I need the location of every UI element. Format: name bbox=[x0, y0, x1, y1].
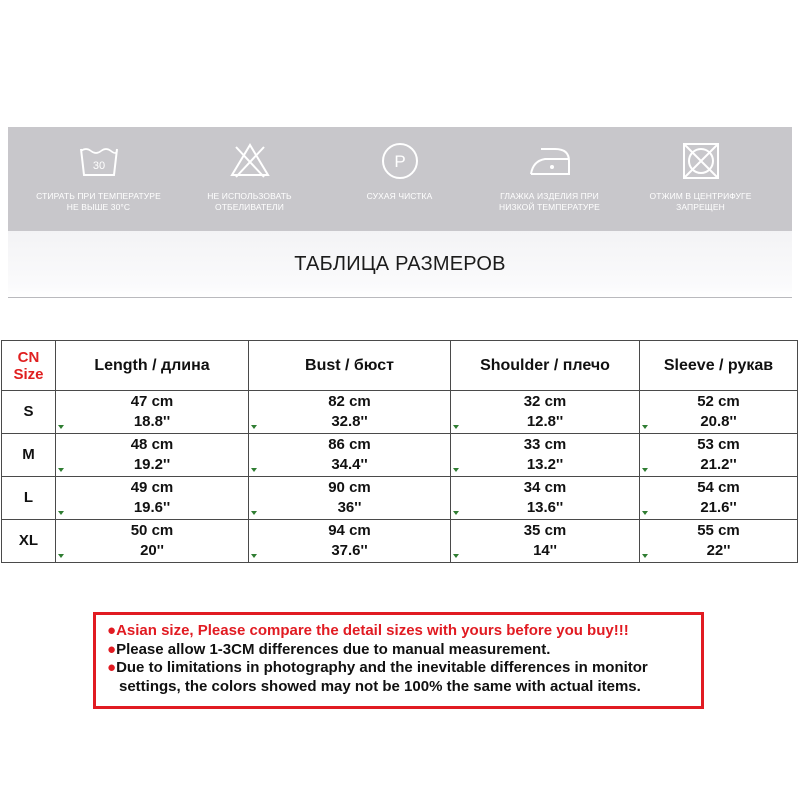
value-cm: 34 cm bbox=[523, 479, 567, 496]
iron-low-icon bbox=[525, 141, 575, 181]
sleeve-cell bbox=[640, 520, 798, 563]
cell-corner-mark bbox=[251, 425, 257, 429]
note-text: Asian size, Please compare the detail sizes with yours before you buy!!! bbox=[116, 622, 629, 639]
size-label: XL bbox=[2, 520, 56, 563]
care-caption-line1: ГЛАЖКА ИЗДЕЛИЯ ПРИ bbox=[500, 191, 599, 201]
size-chart-title-band bbox=[8, 231, 792, 298]
note-color-disclaimer-continued bbox=[107, 678, 701, 697]
shoulder-cell bbox=[451, 520, 640, 563]
size-label: L bbox=[2, 477, 56, 520]
value-cm: 35 cm bbox=[523, 522, 567, 539]
cell-corner-mark bbox=[58, 468, 64, 472]
value-cm: 48 cm bbox=[130, 436, 174, 453]
bust-cell bbox=[249, 391, 451, 434]
cn-size-header bbox=[2, 341, 56, 391]
value-cm: 50 cm bbox=[130, 522, 174, 539]
value-inch: 18.8'' bbox=[133, 413, 171, 430]
care-caption-line2: НИЗКОЙ ТЕМПЕРАТУРЕ bbox=[499, 202, 600, 212]
value-inch: 20.8'' bbox=[700, 413, 737, 430]
length-cell bbox=[56, 477, 249, 520]
shoulder-cell bbox=[451, 391, 640, 434]
care-caption-line1: ОТЖИМ В ЦЕНТРИФУГЕ bbox=[649, 191, 752, 201]
size-label: M bbox=[2, 434, 56, 477]
care-caption bbox=[622, 191, 779, 213]
value-cm: 53 cm bbox=[697, 436, 740, 453]
cell-corner-mark bbox=[58, 425, 64, 429]
size-chart-title: ТАБЛИЦА РАЗМЕРОВ bbox=[294, 253, 506, 275]
sleeve-cell bbox=[640, 477, 798, 520]
care-caption-line2: НЕ ВЫШЕ 30°С bbox=[66, 202, 131, 212]
cell-corner-mark bbox=[642, 511, 648, 515]
size-label: S bbox=[2, 391, 56, 434]
value-cm: 90 cm bbox=[328, 479, 371, 496]
cell-corner-mark bbox=[58, 511, 64, 515]
value-inch: 20'' bbox=[140, 542, 164, 559]
value-cm: 82 cm bbox=[328, 393, 371, 410]
cell-corner-mark bbox=[251, 468, 257, 472]
cell-corner-mark bbox=[453, 425, 459, 429]
value-inch: 19.2'' bbox=[133, 456, 171, 473]
value-inch: 13.6'' bbox=[526, 499, 564, 516]
value-inch: 36'' bbox=[337, 499, 362, 516]
cell-corner-mark bbox=[453, 554, 459, 558]
size-notes-box bbox=[93, 612, 704, 709]
cell-corner-mark bbox=[642, 425, 648, 429]
cn-size-header-line2: Size bbox=[13, 365, 44, 383]
note-measurement-tolerance bbox=[107, 641, 701, 660]
table-row bbox=[2, 520, 798, 563]
value-inch: 22'' bbox=[706, 542, 731, 559]
note-color-disclaimer bbox=[107, 659, 701, 678]
bust-cell bbox=[249, 477, 451, 520]
cell-corner-mark bbox=[453, 468, 459, 472]
care-item-wash bbox=[20, 127, 177, 231]
cell-corner-mark bbox=[642, 554, 648, 558]
value-cm: 55 cm bbox=[697, 522, 740, 539]
table-header-row bbox=[2, 341, 798, 391]
shoulder-cell bbox=[451, 434, 640, 477]
value-cm: 33 cm bbox=[523, 436, 567, 453]
wash-30-icon bbox=[77, 141, 121, 181]
care-item-bleach bbox=[171, 127, 328, 231]
value-cm: 49 cm bbox=[130, 479, 174, 496]
value-inch: 21.2'' bbox=[700, 456, 737, 473]
care-caption bbox=[321, 191, 478, 202]
value-cm: 52 cm bbox=[697, 393, 740, 410]
value-inch: 19.6'' bbox=[133, 499, 171, 516]
value-inch: 34.4'' bbox=[331, 456, 368, 473]
value-inch: 37.6'' bbox=[331, 542, 368, 559]
column-header-sleeve: Sleeve / рукав bbox=[640, 341, 798, 391]
shoulder-cell bbox=[451, 477, 640, 520]
care-caption-line1: СТИРАТЬ ПРИ ТЕМПЕРАТУРЕ bbox=[36, 191, 161, 201]
care-caption-line2: ЗАПРЕЩЕН bbox=[676, 202, 725, 212]
dry-clean-p-icon bbox=[378, 141, 422, 185]
bullet-icon: ● bbox=[107, 622, 117, 639]
table-row bbox=[2, 434, 798, 477]
cell-corner-mark bbox=[251, 511, 257, 515]
bullet-icon: ● bbox=[107, 659, 117, 676]
care-instructions-banner bbox=[8, 127, 792, 231]
care-item-tumble bbox=[622, 127, 779, 231]
care-caption bbox=[171, 191, 328, 213]
value-inch: 14'' bbox=[533, 542, 557, 559]
bullet-icon: ● bbox=[107, 640, 117, 658]
cell-corner-mark bbox=[58, 554, 64, 558]
wash-temperature-label: 30 bbox=[92, 160, 105, 172]
note-text: Due to limitations in photography and the inevitable differences in monitor bbox=[116, 659, 648, 676]
cell-corner-mark bbox=[642, 468, 648, 472]
care-caption-line1: НЕ ИСПОЛЬЗОВАТЬ bbox=[207, 191, 292, 201]
care-caption-line1: СУХАЯ ЧИСТКА bbox=[366, 191, 433, 201]
column-header-shoulder: Shoulder / плечо bbox=[451, 341, 640, 391]
value-inch: 32.8'' bbox=[331, 413, 368, 430]
length-cell bbox=[56, 434, 249, 477]
care-item-dry-clean bbox=[321, 127, 478, 231]
value-cm: 54 cm bbox=[697, 479, 740, 496]
care-caption bbox=[471, 191, 628, 213]
value-inch: 12.8'' bbox=[526, 413, 564, 430]
cell-corner-mark bbox=[453, 511, 459, 515]
table-row bbox=[2, 391, 798, 434]
note-asian-size bbox=[107, 622, 701, 641]
length-cell bbox=[56, 391, 249, 434]
no-tumble-dry-icon bbox=[679, 141, 723, 181]
care-caption bbox=[20, 191, 177, 213]
care-caption-line2: ОТБЕЛИВАТЕЛИ bbox=[215, 202, 284, 212]
bust-cell bbox=[249, 434, 451, 477]
column-header-bust: Bust / бюст bbox=[249, 341, 451, 391]
sleeve-cell bbox=[640, 434, 798, 477]
value-inch: 21.6'' bbox=[700, 499, 737, 516]
size-table bbox=[1, 340, 798, 563]
column-header-length: Length / длина bbox=[56, 341, 249, 391]
length-cell bbox=[56, 520, 249, 563]
value-cm: 32 cm bbox=[523, 393, 567, 410]
sleeve-cell bbox=[640, 391, 798, 434]
value-inch: 13.2'' bbox=[526, 456, 564, 473]
cn-size-header-line1: CN bbox=[17, 348, 40, 366]
bust-cell bbox=[249, 520, 451, 563]
value-cm: 94 cm bbox=[328, 522, 371, 539]
value-cm: 47 cm bbox=[130, 393, 174, 410]
cell-corner-mark bbox=[251, 554, 257, 558]
no-bleach-icon bbox=[228, 141, 272, 181]
table-row bbox=[2, 477, 798, 520]
dry-clean-letter: P bbox=[393, 152, 406, 171]
value-cm: 86 cm bbox=[328, 436, 371, 453]
note-text: Please allow 1-3CM differences due to manual measurement. bbox=[116, 640, 551, 658]
note-text: settings, the colors showed may not be 100% the same with actual items. bbox=[119, 677, 641, 695]
care-item-iron bbox=[471, 127, 628, 231]
